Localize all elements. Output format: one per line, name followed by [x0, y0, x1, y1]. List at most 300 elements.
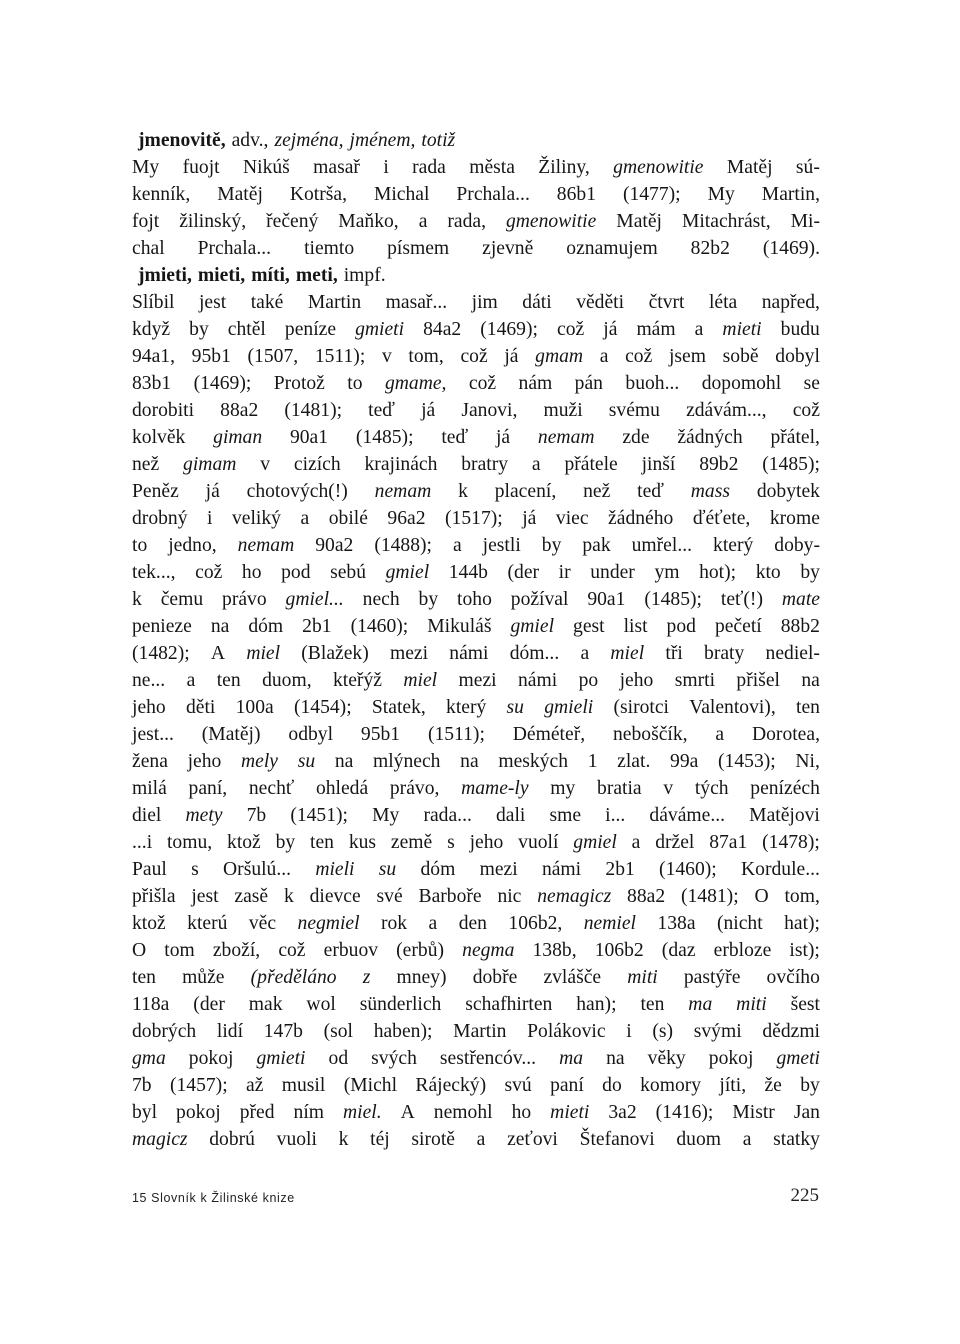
text-word: pokoj [176, 1102, 221, 1123]
text-line [132, 154, 820, 181]
text-word: od [328, 1048, 349, 1069]
text-word: musil [281, 1075, 326, 1096]
text-word: oznamujem [566, 238, 658, 259]
text-line [132, 1072, 820, 1099]
text-word: až [246, 1075, 264, 1096]
text-word: rok [380, 913, 408, 934]
text-word: jíti, [719, 1075, 747, 1096]
text-word: a [742, 1129, 752, 1150]
text-word: 83b1 [132, 373, 172, 394]
text-word: Matěj [726, 157, 773, 178]
text-word: O [132, 940, 147, 961]
text-word: Paul [132, 859, 167, 880]
text-word: před [239, 1102, 275, 1123]
text-word: negma [462, 940, 515, 961]
text-word: gmam [535, 346, 584, 367]
text-word: my [550, 778, 576, 799]
text-word: 1511); [314, 346, 366, 367]
text-word: 82b2 [690, 238, 730, 259]
text-word: žilinský, [179, 211, 247, 232]
text-word: tomu, [166, 832, 213, 853]
text-word: 106b2 [594, 940, 644, 961]
text-line [132, 613, 820, 640]
text-word: 84a2 [423, 319, 462, 340]
text-word: 7b [246, 805, 267, 826]
text-word: dóm [420, 859, 456, 880]
text-word: peníze [284, 319, 337, 340]
text-line [132, 802, 820, 829]
text-word: než [583, 481, 611, 502]
text-word: Maňko, [338, 211, 399, 232]
text-word: držel [655, 832, 695, 853]
text-word: teď [368, 400, 395, 421]
text-word: (1485); [762, 454, 820, 475]
text-word: su [506, 697, 524, 718]
text-word: svú [504, 1075, 532, 1096]
text-word: miel [403, 670, 438, 691]
text-word: 90a1 [289, 427, 329, 448]
text-word: gmiel [510, 616, 555, 637]
text-word: placení, [494, 481, 557, 502]
text-word: 95b1 [360, 724, 401, 745]
text-word: šest [790, 994, 820, 1015]
text-word: gmiel [573, 832, 617, 853]
text-word: přišla [132, 886, 176, 907]
text-word: a [631, 832, 641, 853]
text-word: veliký [232, 508, 281, 529]
text-word: dóm... [509, 643, 560, 664]
text-word: 88b2 [780, 616, 820, 637]
text-line [132, 208, 820, 235]
text-line [132, 478, 820, 505]
text-word: jim [471, 292, 498, 313]
text-word: tom [164, 940, 195, 961]
text-word: gimam [183, 454, 237, 475]
text-word: tých [694, 778, 729, 799]
text-word: nemam [237, 535, 295, 556]
text-word: přišel [736, 670, 780, 691]
text-word: a [452, 535, 462, 556]
text-word: (1460); [659, 859, 717, 880]
text-word: Prchala... [197, 238, 272, 259]
text-word: dievce [309, 886, 361, 907]
text-word: ir [558, 562, 571, 583]
text-word: což [557, 319, 585, 340]
text-word: mame-ly [461, 778, 529, 799]
text-word: (s) [652, 1021, 674, 1042]
text-word: by [418, 589, 439, 610]
text-word: zdávám..., [686, 400, 767, 421]
text-word: dobyl [775, 346, 820, 367]
text-word: nemam [537, 427, 595, 448]
text-word: viec [555, 508, 589, 529]
text-word: by [275, 832, 296, 853]
text-word: kolvěk [132, 427, 186, 448]
text-line [132, 694, 820, 721]
text-word: mieli [315, 859, 355, 880]
text-line [132, 856, 820, 883]
text-word: Protož [273, 373, 325, 394]
text-word: hot); [699, 562, 737, 583]
text-word: su [378, 859, 397, 880]
text-word: tiemto [304, 238, 355, 259]
text-word: 2b1 [302, 616, 332, 637]
text-word: (1477); [622, 184, 681, 205]
text-word: ho [241, 562, 262, 583]
text-word: gmiel [385, 562, 430, 583]
text-word: jest [198, 292, 227, 313]
text-word: Barboře [418, 886, 482, 907]
text-word: teť(!) [720, 589, 763, 610]
text-word: jeho [187, 751, 222, 772]
text-line [132, 1099, 820, 1126]
text-word: Matěj [616, 211, 662, 232]
text-word: kus [348, 832, 377, 853]
text-word: 89b2 [699, 454, 739, 475]
text-word: nechť [248, 778, 295, 799]
text-word: což [195, 562, 223, 583]
text-word: mieti [550, 1102, 590, 1123]
text-word: z [362, 967, 371, 988]
text-word: v [663, 778, 674, 799]
text-word: 90a1 [587, 589, 626, 610]
text-word: magicz [132, 1129, 188, 1150]
text-word: masař... [385, 292, 448, 313]
text-word: do [602, 1075, 622, 1096]
text-word: také [250, 292, 284, 313]
text-word: 99a [670, 751, 699, 772]
text-word: mieti [722, 319, 762, 340]
text-word: 3a2 [608, 1102, 637, 1123]
text-word: gmieli [544, 697, 594, 718]
text-line [132, 667, 820, 694]
text-word: (erbů) [396, 940, 445, 961]
text-word: by [800, 562, 820, 583]
text-word: 147b [263, 1021, 303, 1042]
text-word: Martin [453, 1021, 507, 1042]
text-word: na [801, 670, 820, 691]
text-word: dáti [522, 292, 552, 313]
text-word: obilé [328, 508, 368, 529]
text-word: mám [636, 319, 676, 340]
text-word: i [383, 157, 389, 178]
text-word: který [446, 697, 487, 718]
text-line [132, 262, 820, 289]
text-word: 86b1 [556, 184, 596, 205]
text-word: na [460, 751, 479, 772]
text-word: věděti [576, 292, 625, 313]
text-word: 138b, [532, 940, 577, 961]
text-word: byl [132, 1102, 158, 1123]
text-word: gmieti [355, 319, 405, 340]
text-word: chtěl [227, 319, 266, 340]
text-word: já [504, 346, 519, 367]
text-word: 118a [132, 994, 170, 1015]
text-word: Matějovi [749, 805, 820, 826]
text-line [132, 424, 820, 451]
text-word: na [606, 1048, 625, 1069]
text-word: ten [640, 994, 665, 1015]
entry-headword: míti, [251, 265, 290, 286]
text-word: miel [610, 643, 645, 664]
text-word: nech [362, 589, 400, 610]
text-word: dobytek [756, 481, 820, 502]
text-word: když [132, 319, 171, 340]
text-word: (1457); [169, 1075, 228, 1096]
text-word: teď [441, 427, 469, 448]
text-line [132, 991, 820, 1018]
text-word: v [381, 346, 392, 367]
text-word: (Matěj) [201, 724, 261, 745]
text-word: pán [574, 373, 603, 394]
text-word: Mi- [790, 211, 820, 232]
text-word: 138a [657, 913, 696, 934]
text-word: tři [665, 643, 683, 664]
text-word: k [283, 886, 294, 907]
text-word: zasě [234, 886, 269, 907]
text-word: den [458, 913, 487, 934]
text-word: (1469); [193, 373, 252, 394]
text-line [132, 748, 820, 775]
text-word: děti [185, 697, 216, 718]
text-word: ten [796, 697, 820, 718]
text-word: dobře [472, 967, 518, 988]
text-line [132, 910, 820, 937]
text-word: pečetí [714, 616, 762, 637]
text-word: Nikúš [242, 157, 290, 178]
text-word: dáváme... [649, 805, 726, 826]
text-word: impf. [343, 265, 386, 286]
text-word: svému [608, 400, 660, 421]
text-word: ...i [132, 832, 153, 853]
text-word: sirotě [411, 1129, 455, 1150]
text-word: já [603, 319, 618, 340]
text-word: jeho [619, 670, 654, 691]
text-word: mlýnech [373, 751, 441, 772]
text-word: a [715, 724, 725, 745]
text-word: 94a1, [132, 346, 175, 367]
text-word: Mistr [732, 1102, 775, 1123]
text-word: já [205, 481, 220, 502]
text-word: země [390, 832, 433, 853]
text-word: zlat. [617, 751, 651, 772]
text-word: 95b1 [191, 346, 231, 367]
text-word: 7b [132, 1075, 152, 1096]
text-word: O [754, 886, 769, 907]
text-word: adv., [231, 130, 269, 151]
text-word: hat); [784, 913, 820, 934]
text-word: drobný [132, 508, 188, 529]
text-word: vuolí [518, 832, 559, 853]
text-word: přátel, [770, 427, 820, 448]
text-word: ten [216, 670, 241, 691]
text-line [132, 721, 820, 748]
text-word: já [495, 427, 511, 448]
text-word: žádného [608, 508, 674, 529]
page-number: 225 [790, 1185, 819, 1206]
text-word: Martin, [761, 184, 820, 205]
text-word: meských [498, 751, 568, 772]
entry-headword: jmieti, [138, 265, 192, 286]
text-word: to [347, 373, 363, 394]
text-word: zde [622, 427, 650, 448]
text-word: diel [132, 805, 162, 826]
text-word: mass [690, 481, 730, 502]
text-word: ovčího [766, 967, 820, 988]
text-word: My [372, 805, 400, 826]
text-word: (1451); [290, 805, 348, 826]
text-word: námi [541, 859, 582, 880]
text-word: dědzmi [762, 1021, 820, 1042]
text-word: Kotrša, [289, 184, 347, 205]
text-word: námi [449, 643, 489, 664]
text-word: ktož [132, 913, 166, 934]
text-word: i [207, 508, 213, 529]
text-word: jest [191, 886, 219, 907]
text-word: muži [543, 400, 583, 421]
text-word: toho [457, 589, 492, 610]
text-line [132, 181, 820, 208]
text-word: a [599, 346, 609, 367]
text-word: Martin [307, 292, 362, 313]
text-word: fuojt [182, 157, 220, 178]
text-word: Dorotea, [751, 724, 820, 745]
text-word: budu [780, 319, 820, 340]
text-word: dorobiti [132, 400, 195, 421]
text-word: sünderlich [359, 994, 442, 1015]
text-word: (1517); [445, 508, 503, 529]
text-line [132, 883, 820, 910]
text-word: doby- [774, 535, 820, 556]
text-word: 87a1 [709, 832, 748, 853]
text-word: statky [773, 1129, 820, 1150]
text-line [132, 937, 820, 964]
text-word: nám [518, 373, 553, 394]
text-word: Matěj [217, 184, 263, 205]
text-word: města [469, 157, 515, 178]
text-word: nemohl [433, 1102, 493, 1123]
text-word: Slíbil [132, 292, 175, 313]
text-word: erbuov [323, 940, 379, 961]
text-word: under [590, 562, 635, 583]
text-word: gmeti [776, 1048, 820, 1069]
text-word: já [522, 508, 537, 529]
text-word: s [447, 832, 455, 853]
text-word: ym [654, 562, 680, 583]
text-word: penieze [132, 616, 192, 637]
text-word: (1488); [374, 535, 432, 556]
text-word: 144b [448, 562, 488, 583]
text-word: jinší [641, 454, 676, 475]
text-word: Peněz [132, 481, 179, 502]
text-word: gmiel... [285, 589, 344, 610]
text-word: nemiel [583, 913, 636, 934]
text-word: rada, [447, 211, 486, 232]
text-word: (předěláno [250, 967, 337, 988]
text-word: paní, [188, 778, 228, 799]
text-word: teď [637, 481, 664, 502]
text-word: tom, [408, 346, 444, 367]
text-word: čemu [160, 589, 204, 610]
text-word: s [191, 859, 199, 880]
text-word: negmiel [297, 913, 360, 934]
text-word: gma [132, 1048, 166, 1069]
text-word: a [428, 913, 438, 934]
text-line [132, 1018, 820, 1045]
text-word: fojt [132, 211, 160, 232]
text-word: sestřencóv... [439, 1048, 537, 1069]
text-word: Déméteř, [512, 724, 586, 745]
text-word: dóm [248, 616, 284, 637]
text-line [132, 370, 820, 397]
text-word: (1481); [680, 886, 739, 907]
text-line [132, 586, 820, 613]
text-line [132, 640, 820, 667]
text-word: pokoj [188, 1048, 234, 1069]
text-word: jest... [132, 724, 174, 745]
text-word: totiž [421, 130, 456, 151]
text-word: sebú [330, 562, 367, 583]
text-word: písmem [387, 238, 450, 259]
text-word: by [189, 319, 209, 340]
text-word: (1485); [355, 427, 414, 448]
text-word: (1454); [293, 697, 352, 718]
text-word: ten [132, 967, 156, 988]
text-word: k [338, 1129, 349, 1150]
text-word: a [694, 319, 704, 340]
text-word: Mikuláš [427, 616, 492, 637]
text-word: zboží, [212, 940, 261, 961]
text-word: sme [549, 805, 582, 826]
text-word: (der [507, 562, 540, 583]
text-word: chal [132, 238, 165, 259]
text-word: věky [647, 1048, 686, 1069]
text-word: krome [769, 508, 820, 529]
text-word: miti [736, 994, 767, 1015]
text-word: zeťovi [507, 1129, 558, 1150]
text-word: 100a [235, 697, 274, 718]
text-word: svých [371, 1048, 417, 1069]
text-word: cizích [293, 454, 341, 475]
text-word: 106b2, [508, 913, 563, 934]
text-word: k [132, 589, 142, 610]
text-word: a [300, 508, 310, 529]
text-word: nediel- [765, 643, 820, 664]
text-word: (1485); [644, 589, 702, 610]
text-word: zvlášče [543, 967, 602, 988]
text-line [132, 829, 820, 856]
text-word: a [476, 1129, 486, 1150]
text-line [132, 289, 820, 316]
text-word: rada... [423, 805, 472, 826]
text-word: nemam [374, 481, 432, 502]
text-word: čtvrt [648, 292, 685, 313]
text-word: 88a2 [220, 400, 259, 421]
text-word: (der [193, 994, 225, 1015]
text-word: giman [213, 427, 263, 448]
text-word: ním [293, 1102, 324, 1123]
text-word: bratry [461, 454, 509, 475]
text-word: (nicht [716, 913, 763, 934]
text-word: gmame, [384, 373, 447, 394]
text-word: neboščík, [612, 724, 688, 745]
text-word: a [418, 211, 428, 232]
text-word: Mitachrást, [681, 211, 771, 232]
text-word: (1507, [247, 346, 299, 367]
text-word: požíval [510, 589, 569, 610]
text-word: miel. [343, 1102, 382, 1123]
text-word: pokoj [708, 1048, 754, 1069]
